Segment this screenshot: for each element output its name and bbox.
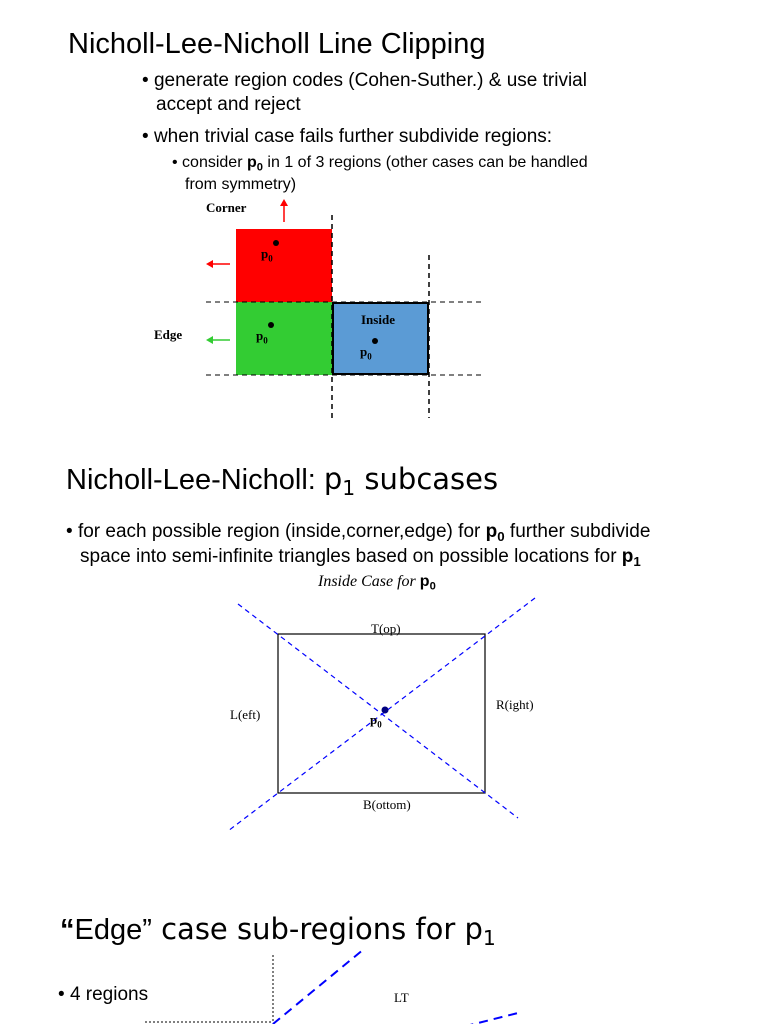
slide3-bullet: • 4 regions xyxy=(58,984,149,1005)
bottom-label: B(ottom) xyxy=(363,797,411,812)
subbullet-pre: consider xyxy=(182,154,247,171)
slide2-bullet-cont: space into semi-infinite triangles based on possible locations for $p_1$ xyxy=(80,546,641,569)
p1-symbol: $p_1$ xyxy=(621,546,641,569)
p0-symbol: $p_0$ xyxy=(246,154,263,174)
slide1-bullet-1-cont: accept and reject xyxy=(156,94,301,115)
bullet-text: when trivial case fails further subdivide regions: xyxy=(153,126,553,147)
subbullet-post: in 1 of 3 regions (other cases can be handled xyxy=(262,154,588,171)
top-label: T(op) xyxy=(371,621,401,636)
slide2-title: Nicholl-Lee-Nicholl: $p_1$ subcases xyxy=(66,462,499,501)
inside-p0-label: $p_0$ xyxy=(360,344,372,362)
bullet-text: generate region codes (Cohen-Suther.) & use trivial xyxy=(153,70,587,91)
slide2-bullet: • for each possible region (inside,corner,edge) for $p_0$ further subdivide xyxy=(66,521,651,544)
right-label: R(ight) xyxy=(496,697,534,712)
slide3-title: “Edge” case sub-regions for $p_1$ xyxy=(60,912,496,951)
edge-p0-label: $p_0$ xyxy=(256,328,268,346)
lt-label: LT xyxy=(394,990,409,1005)
left-label: L(eft) xyxy=(230,707,261,722)
corner-p0-label: $p_0$ xyxy=(261,246,273,264)
p0-symbol: $p_0$ xyxy=(485,521,505,544)
center-p0-label: $p_0$ xyxy=(370,712,382,730)
slide1-bullet-2: • when trivial case fails further subdivide regions: xyxy=(142,126,553,147)
edge-diagonal-line-2 xyxy=(450,1013,518,1024)
edge-diagonal-line-1 xyxy=(273,949,364,1024)
slide1-bullet-1: • generate region codes (Cohen-Suther.) & use trivial xyxy=(142,70,587,91)
slide1-title: Nicholl-Lee-Nicholl Line Clipping xyxy=(68,28,486,60)
inside-label: Inside xyxy=(361,312,395,327)
corner-label: Corner xyxy=(206,200,247,215)
inside-case-caption: Inside Case for $p_0$ xyxy=(318,573,436,593)
edge-label: Edge xyxy=(154,327,183,342)
slide1-subbullet-cont: from symmetry) xyxy=(185,176,297,193)
slide1-subbullet: • consider $p_0$ in 1 of 3 regions (other cases can be handled xyxy=(172,154,588,174)
